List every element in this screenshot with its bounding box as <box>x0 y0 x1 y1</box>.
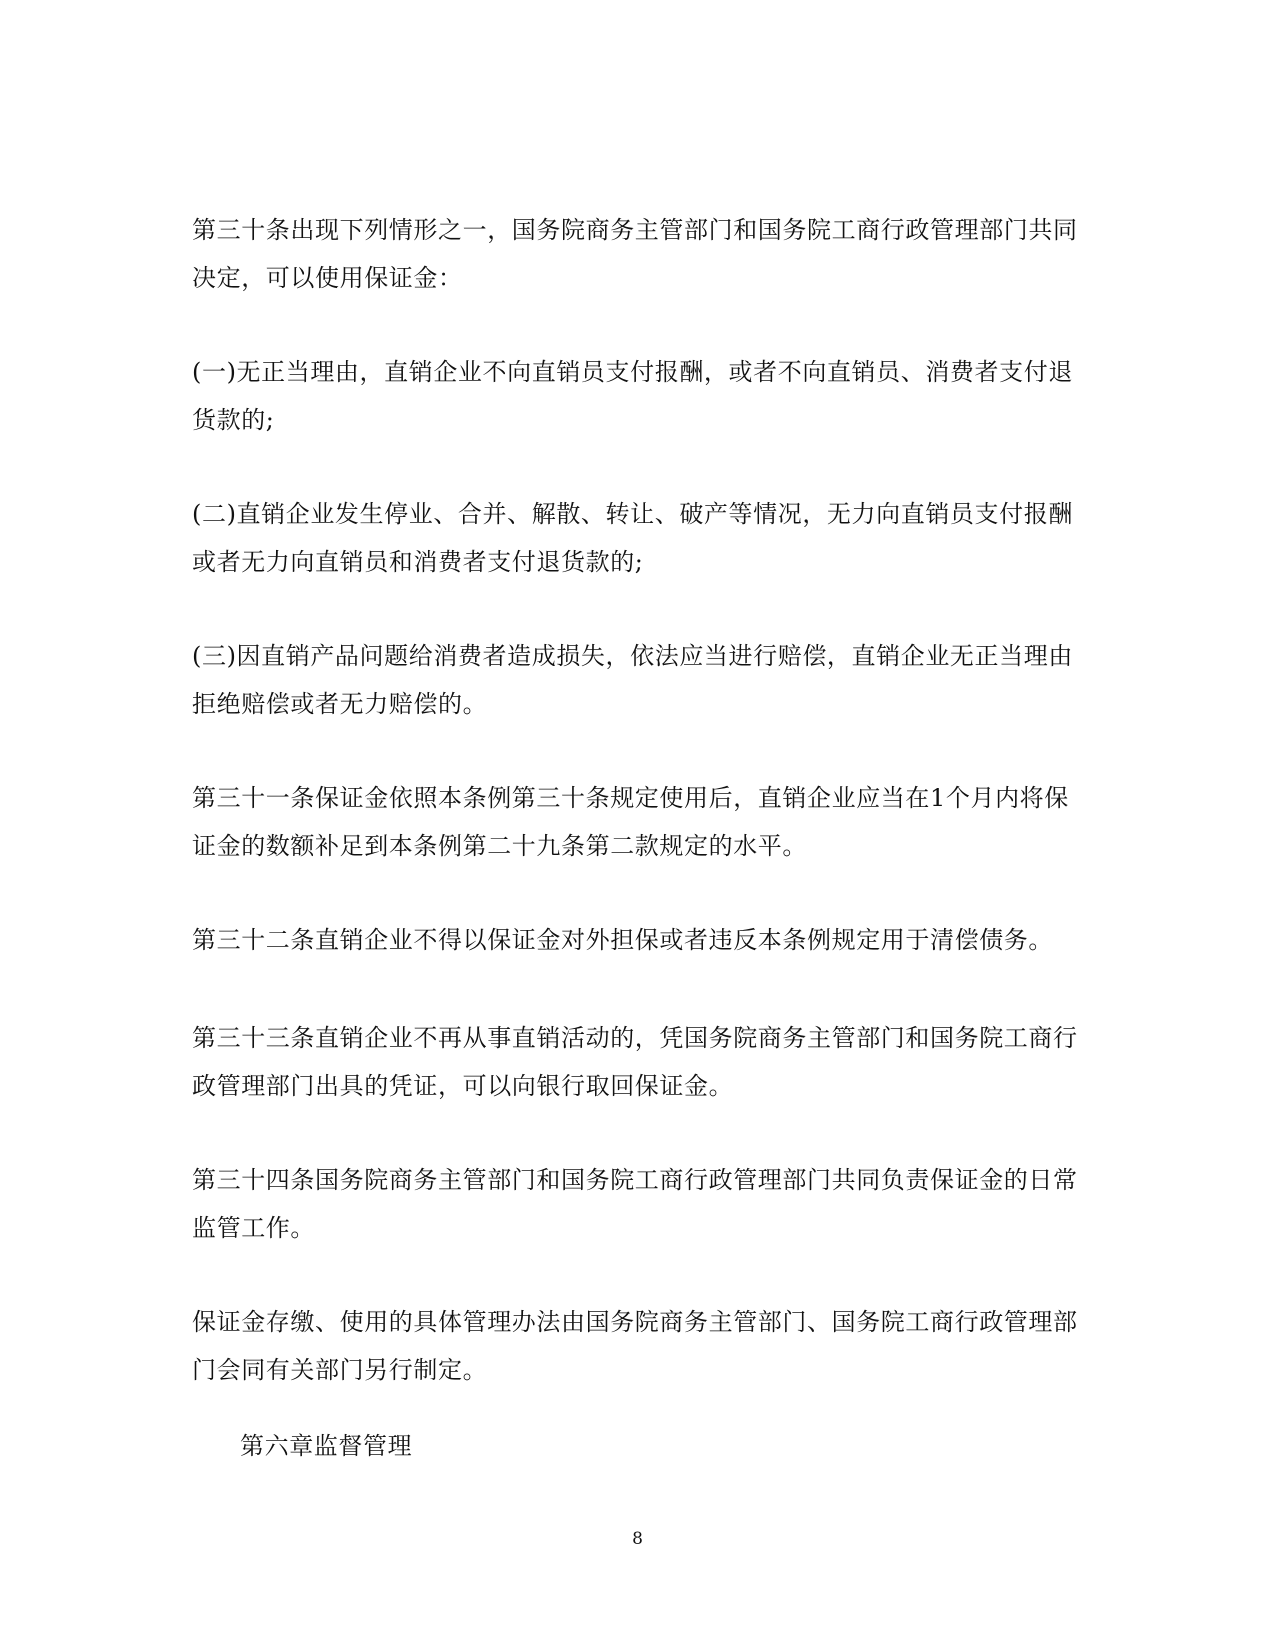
document-body <box>192 206 1082 1394</box>
paragraph-article-33: 第三十三条直销企业不再从事直销活动的，凭国务院商务主管部门和国务院工商行政管理部门出具的凭证，可以向银行取回保证金。 <box>192 1024 1078 1100</box>
paragraph-item-2: (二)直销企业发生停业、合并、解散、转让、破产等情况，无力向直销员支付报酬或者无力向直销员和消费者支付退货款的; <box>192 500 1073 576</box>
paragraph-item-3: (三)因直销产品问题给消费者造成损失，依法应当进行赔偿，直销企业无正当理由拒绝赔偿或者无力赔偿的。 <box>192 642 1073 718</box>
paragraph-item-1: (一)无正当理由，直销企业不向直销员支付报酬，或者不向直销员、消费者支付退货款的; <box>192 358 1073 434</box>
paragraph-deposit-rules: 保证金存缴、使用的具体管理办法由国务院商务主管部门、国务院工商行政管理部门会同有关部门另行制定。 <box>192 1308 1078 1384</box>
chapter-heading: 第六章监督管理 <box>240 1432 413 1460</box>
page-number: 8 <box>632 1529 643 1549</box>
paragraph-article-32: 第三十二条直销企业不得以保证金对外担保或者违反本条例规定用于清偿债务。 <box>192 926 1053 954</box>
paragraph-article-30: 第三十条出现下列情形之一，国务院商务主管部门和国务院工商行政管理部门共同决定，可以使用保证金： <box>192 216 1078 292</box>
paragraph-article-31: 第三十一条保证金依照本条例第三十条规定使用后，直销企业应当在1个月内将保证金的数额补足到本条例第二十九条第二款规定的水平。 <box>192 784 1069 860</box>
paragraph-article-34: 第三十四条国务院商务主管部门和国务院工商行政管理部门共同负责保证金的日常监管工作。 <box>192 1166 1078 1242</box>
